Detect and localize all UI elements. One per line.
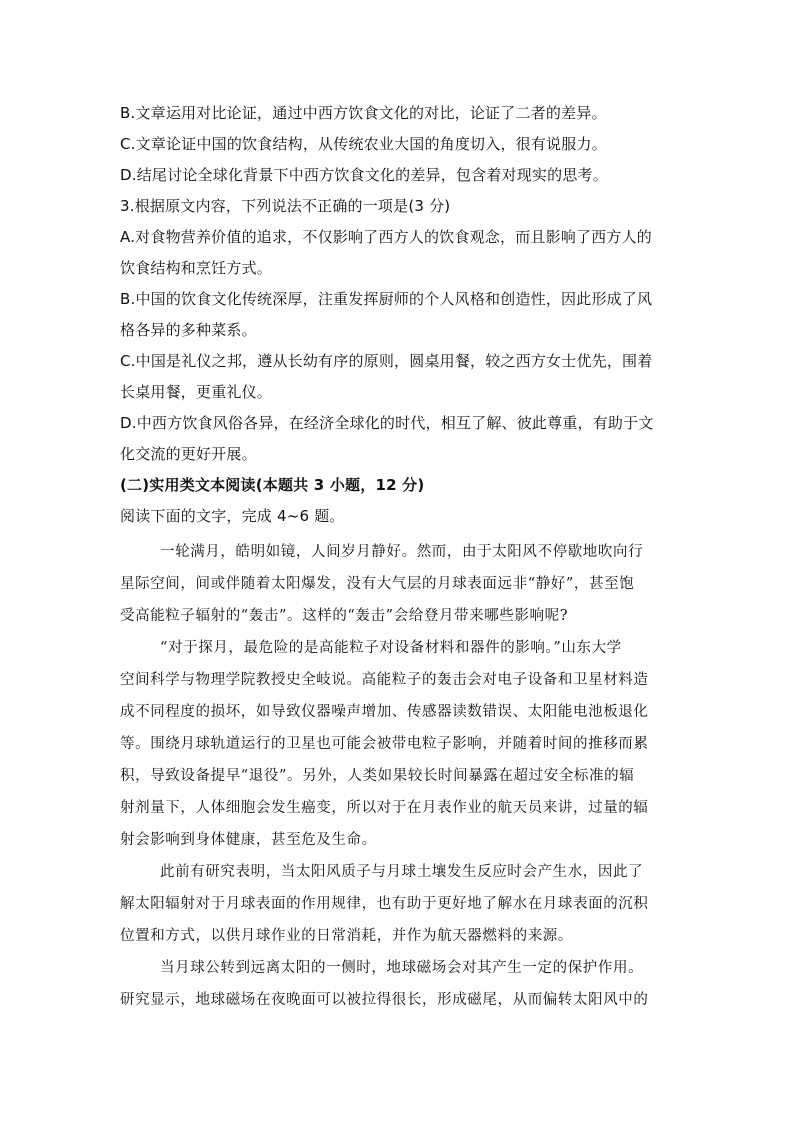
passage-p3-line-3: 位置和方式，以供月球作业的日常消耗，并作为航天器燃料的来源。 bbox=[120, 928, 573, 944]
section-2-instruction: 阅读下面的文字，完成 4~6 题。 bbox=[120, 507, 345, 525]
option-b-text: B.文章运用对比论证，通过中西方饮食文化的对比，论证了二者的差异。 bbox=[120, 104, 607, 122]
option-c-text: C.文章论证中国的饮食结构，从传统农业大国的角度切入，很有说服力。 bbox=[120, 135, 607, 153]
passage-p4-line-1: 当月球公转到远离太阳的一侧时，地球磁场会对其产生一定的保护作用。 bbox=[160, 960, 644, 976]
passage-p2-line-3: 成不同程度的损坏，如导致仪器噪声增加、传感器读数错误、太阳能电池板退化 bbox=[120, 704, 649, 720]
question-3-option-a-line-1: A.对食物营养价值的追求，不仅影响了西方人的饮食观念，而且影响了西方人的 bbox=[120, 228, 652, 246]
passage-p2-line-6: 射剂量下，人体细胞会发生癌变，所以对于在月表作业的航天员来讲，过量的辐 bbox=[120, 800, 649, 816]
passage-p3-line-2: 解太阳辐射对于月球表面的作用规律，也有助于更好地了解水在月球表面的沉积 bbox=[120, 896, 649, 912]
section-2-title: (二)实用类文本阅读(本题共 3 小题，12 分) bbox=[120, 476, 425, 494]
passage-p1-line-1: 一轮满月，皓明如镜，人间岁月静好。然而，由于太阳风不停歇地吹向行 bbox=[160, 544, 644, 560]
question-3-option-d-line-2: 化交流的更好开展。 bbox=[120, 445, 257, 463]
question-3-stem: 3.根据原文内容，下列说法不正确的一项是(3 分) bbox=[120, 197, 451, 215]
passage-p2-line-7: 射会影响到身体健康，甚至危及生命。 bbox=[120, 832, 377, 848]
question-3-option-b-line-1: B.中国的饮食文化传统深厚，注重发挥厨师的个人风格和创造性，因此形成了风 bbox=[120, 290, 653, 308]
question-3-option-c-line-2: 长桌用餐，更重礼仪。 bbox=[120, 383, 273, 401]
question-3-option-b-line-2: 格各异的多种菜系。 bbox=[120, 321, 257, 339]
document-content bbox=[120, 98, 680, 1016]
passage-p3-line-1: 此前有研究表明，当太阳风质子与月球土壤发生反应时会产生水，因此了 bbox=[160, 864, 644, 880]
passage-p2-line-1: “对于探月，最危险的是高能粒子对设备材料和器件的影响。”山东大学 bbox=[160, 640, 622, 656]
question-3-option-c-line-1: C.中国是礼仪之邦，遵从长幼有序的原则，圆桌用餐，较之西方女士优先，围着 bbox=[120, 352, 653, 370]
question-3-option-d-line-1: D.中西方饮食风俗各异，在经济全球化的时代，相互了解、彼此尊重，有助于文 bbox=[120, 414, 654, 432]
passage-p1-line-2: 星际空间，间或伴随着太阳爆发，没有大气层的月球表面远非“静好”，甚至饱 bbox=[120, 576, 635, 592]
question-3-option-a-line-2: 饮食结构和烹饪方式。 bbox=[120, 259, 273, 277]
passage-p1-line-3: 受高能粒子辐射的“轰击”。这样的“轰击”会给登月带来哪些影响呢? bbox=[120, 608, 569, 624]
option-d-text: D.结尾讨论全球化背景下中西方饮食文化的差异，包含着对现实的思考。 bbox=[120, 166, 608, 184]
passage-p2-line-5: 积，导致设备提早“退役”。另外，人类如果较长时间暴露在超过安全标准的辐 bbox=[120, 768, 635, 784]
passage-p2-line-4: 等。围绕月球轨道运行的卫星也可能会被带电粒子影响，并随着时间的推移而累 bbox=[120, 736, 649, 752]
passage-p4-line-2: 研究显示，地球磁场在夜晚面可以被拉得很长，形成磁尾，从而偏转太阳风中的 bbox=[120, 992, 649, 1008]
passage-p2-line-2: 空间科学与物理学院教授史全岐说。高能粒子的轰击会对电子设备和卫星材料造 bbox=[120, 672, 649, 688]
